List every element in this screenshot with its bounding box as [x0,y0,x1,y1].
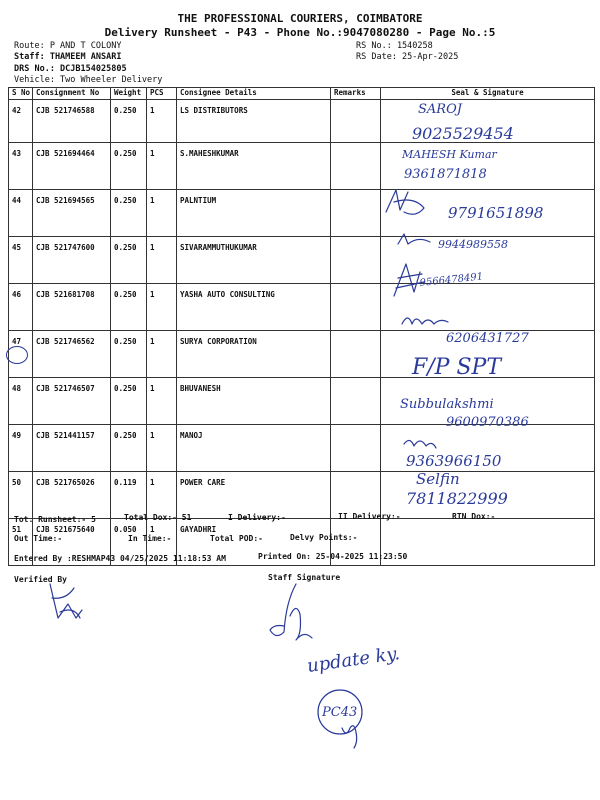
cell-consignment: CJB 521746588 [33,100,111,143]
cell-weight: 0.250 [111,378,147,425]
signature-44-scribble [386,190,424,214]
signature-50-scribble [404,440,436,448]
cell-consignment: CJB 521765026 [33,472,111,519]
cell-pcs: 1 [147,331,177,378]
signature-51-phone: 7811822999 [406,489,508,508]
cell-sno: 46 [9,284,33,331]
cell-weight: 0.250 [111,425,147,472]
cell-pcs: 1 [147,519,177,566]
cell-consignee: MANOJ [177,425,331,472]
cell-weight: 0.050 [111,519,147,566]
pc43-stamp-text: PC43 [322,705,358,720]
vehicle-label: Vehicle: Two Wheeler Delivery [14,75,163,85]
col-sno: S No [9,88,33,100]
cell-pcs: 1 [147,472,177,519]
cell-consignee: GAYADHRI [177,519,331,566]
cell-sno: 47 [9,331,33,378]
staff-signature-label: Staff Signature [268,573,341,582]
signature-49-name: Subbulakshmi [400,397,494,412]
signature-45-phone: 9944989558 [438,238,508,251]
cell-weight: 0.250 [111,237,147,284]
cell-consignee: SIVARAMMUTHUKUMAR [177,237,331,284]
i-delivery: I Delivery:- [228,513,286,522]
cell-weight: 0.250 [111,143,147,190]
cell-weight: 0.119 [111,472,147,519]
cell-sno: 49 [9,425,33,472]
signature-50-phone: 9363966150 [406,452,502,470]
cell-sno: 50 [9,472,33,519]
cell-consignment: CJB 521675640 [33,519,111,566]
signature-51-name: Selfin [416,470,460,488]
signature-47-scribble [402,318,448,324]
entered-by: Entered By :RESHMAP43 04/25/2025 11:18:53 AM [14,554,226,563]
signature-42-phone: 9025529454 [412,124,514,143]
cell-sno: 48 [9,378,33,425]
cell-sno: 43 [9,143,33,190]
cell-sno: 44 [9,190,33,237]
company-title: THE PROFESSIONAL COURIERS, COIMBATORE [177,12,423,25]
signature-44-phone: 9791651898 [448,204,544,222]
col-seal-signature: Seal & Signature [381,88,595,100]
printed-on: Printed On: 25-04-2025 11:23:50 [258,552,408,561]
cell-consignment: CJB 521681708 [33,284,111,331]
cell-consignee: LS DISTRIBUTORS [177,100,331,143]
signature-48-text: F/P SPT [412,355,502,380]
cell-sno: 45 [9,237,33,284]
cell-pcs: 1 [147,284,177,331]
col-remarks: Remarks [331,88,381,100]
verified-signature [50,584,82,618]
cell-weight: 0.250 [111,190,147,237]
cell-consignee: S.MAHESHKUMAR [177,143,331,190]
ii-delivery: II Delivery:- [338,512,401,521]
col-weight: Weight [111,88,147,100]
rs-date: RS Date: 25-Apr-2025 [356,52,459,62]
cell-consignee: PALNTIUM [177,190,331,237]
cell-consignment: CJB 521694565 [33,190,111,237]
route-label: Route: P AND T COLONY [14,41,122,51]
drs-number: DRS No.: DCJB154025805 [14,64,127,74]
cell-weight: 0.250 [111,100,147,143]
cell-pcs: 1 [147,143,177,190]
signature-42-name: SAROJ [418,102,462,117]
total-runsheet: Tot. Runsheet:- 5 [14,515,96,524]
total-dox: Total Dox:- 51 [124,513,192,522]
cell-consignee: BHUVANESH [177,378,331,425]
cell-sno: 51 [9,519,33,566]
cell-pcs: 1 [147,100,177,143]
rtn-dox: RTN Dox:- [452,512,496,521]
runsheet-subtitle: Delivery Runsheet - P43 - Phone No.:9047080280 - Page No.:5 [104,26,496,39]
cell-consignee: POWER CARE [177,472,331,519]
signature-43-phone: 9361871818 [404,167,487,182]
cell-pcs: 1 [147,190,177,237]
staff-signature-scribble [270,584,312,640]
col-consignment: Consignment No [33,88,111,100]
out-time: Out Time:- [14,534,63,543]
cell-consignment: CJB 521441157 [33,425,111,472]
rs-number: RS No.: 1540258 [356,41,433,51]
cell-pcs: 1 [147,378,177,425]
signature-46-phone: 9566478491 [419,271,484,289]
cell-consignment: CJB 521747600 [33,237,111,284]
cell-consignment: CJB 521746562 [33,331,111,378]
cell-weight: 0.250 [111,331,147,378]
signature-49-phone: 9600970386 [446,415,529,430]
signature-43-name: MAHESH Kumar [402,148,497,161]
update-note: update ky. [305,643,402,677]
in-time: In Time:- [128,534,172,543]
signature-45-scribble [398,234,430,244]
cell-pcs: 1 [147,237,177,284]
cell-sno: 42 [9,100,33,143]
cell-consignment: CJB 521694464 [33,143,111,190]
cell-weight: 0.250 [111,284,147,331]
signature-47-phone: 6206431727 [446,331,529,346]
verified-by-label: Verified By [14,575,67,584]
cell-consignee: YASHA AUTO CONSULTING [177,284,331,331]
cell-consignee: SURYA CORPORATION [177,331,331,378]
cell-consignment: CJB 521746507 [33,378,111,425]
col-consignee: Consignee Details [177,88,331,100]
staff-label: Staff: THAMEEM ANSARI [14,52,122,62]
col-pcs: PCS [147,88,177,100]
total-pod: Total POD:- [210,534,263,543]
cell-pcs: 1 [147,425,177,472]
delivery-points: Delvy Points:- [290,533,358,542]
